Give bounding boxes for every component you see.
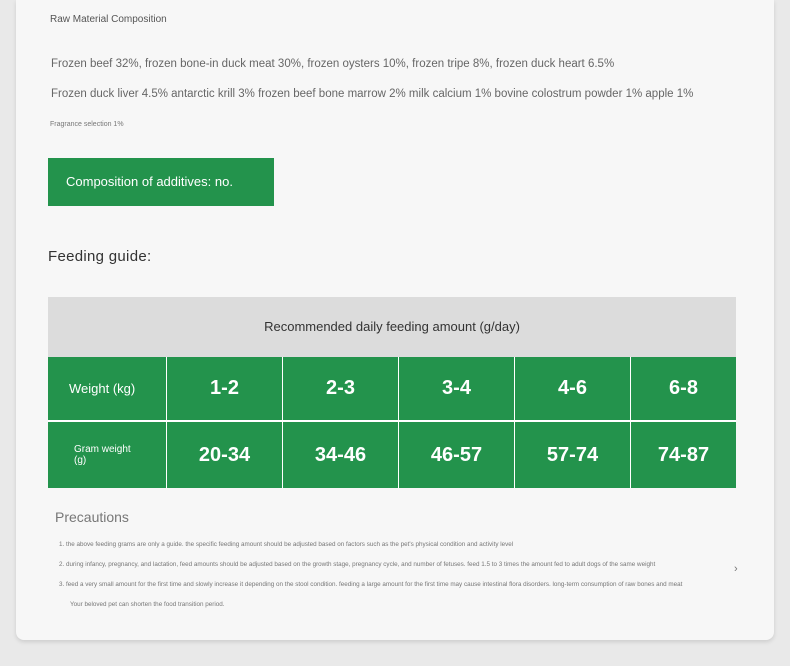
raw-material-title: Raw Material Composition	[50, 14, 167, 25]
weight-cell: 4-6	[515, 357, 631, 420]
fragrance-note: Fragrance selection 1%	[50, 121, 124, 128]
gram-row-label: Gram weight (g)	[48, 422, 167, 488]
feeding-table	[48, 297, 736, 488]
weight-row	[48, 357, 736, 420]
gram-cell: 46-57	[399, 422, 515, 488]
weight-cell: 3-4	[399, 357, 515, 420]
gram-cell: 57-74	[515, 422, 631, 488]
precautions-title: Precautions	[55, 509, 129, 525]
weight-cell: 6-8	[669, 377, 698, 399]
chevron-right-icon[interactable]: ›	[734, 563, 738, 575]
weight-cell: 2-3	[283, 357, 399, 420]
gram-cell: 74-87	[657, 443, 710, 466]
feeding-guide-title: Feeding guide:	[48, 248, 152, 265]
gram-cell: 34-46	[283, 422, 399, 488]
weight-cell: 1-2	[167, 357, 283, 420]
feeding-table-header: Recommended daily feeding amount (g/day)	[48, 297, 736, 357]
additives-banner: Composition of additives: no.	[48, 158, 274, 206]
product-detail-card	[16, 0, 774, 640]
composition-line-1: Frozen beef 32%, frozen bone-in duck meat 30%, frozen oysters 10%, frozen tripe 8%, frozen duck heart 6.5%	[51, 58, 615, 70]
precaution-note: 1. the above feeding grams are only a guide. the specific feeding amount should be adjusted based on factors such as the pet's physical condition and activity level	[59, 541, 514, 548]
gram-row	[48, 422, 736, 488]
gram-cell: 20-34	[167, 422, 283, 488]
weight-row-label: Weight (kg)	[48, 357, 167, 420]
precaution-note: 3. feed a very small amount for the first time and slowly increase it depending on the stool condition. feeding a large amount for the first time may cause intestinal flora disorders. long-term consumption of raw bones and meat	[59, 581, 683, 588]
precaution-note: 2. during infancy, pregnancy, and lactation, feed amounts should be adjusted based on the growth stage, pregnancy cycle, and number of fetuses. feed 1.5 to 3 times the amount fed to adult dogs of the same weight	[59, 561, 656, 568]
composition-line-2: Frozen duck liver 4.5% antarctic krill 3% frozen beef bone marrow 2% milk calcium 1% bovine colostrum powder 1% apple 1%	[51, 88, 694, 100]
precaution-note: Your beloved pet can shorten the food transition period.	[70, 601, 225, 608]
